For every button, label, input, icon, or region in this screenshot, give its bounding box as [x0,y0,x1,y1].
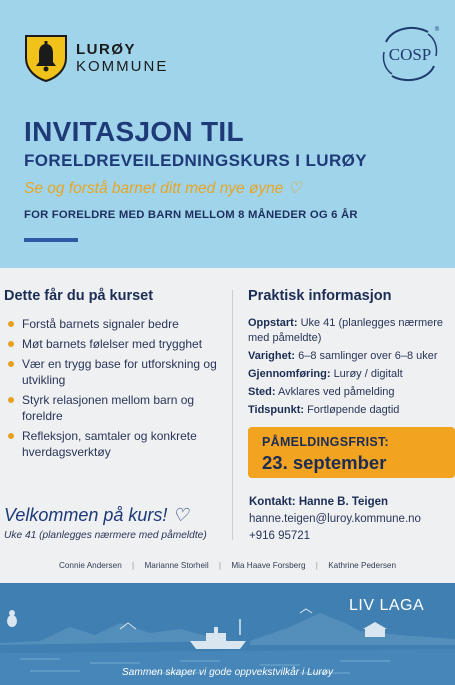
contact-block [249,494,421,545]
name-separator: | [132,561,135,570]
list-item: Vær en trygg base for utforskning og utvikling [8,356,228,388]
cosp-registered-mark: ® [434,27,440,33]
name-separator: | [315,561,318,570]
leader-name: Mia Haave Forsberg [231,561,306,570]
benefits-list [8,316,228,464]
list-item: Styrk relasjonen mellom barn og foreldre [8,392,228,424]
course-leaders [0,561,455,570]
logo-line2: KOMMUNE [76,58,169,75]
deadline-label: PÅMELDINGSFRIST: [262,435,390,449]
cosp-logo [378,22,442,86]
name-separator: | [218,561,222,570]
welcome-text: Velkommen på kurs! ♡ [4,505,189,525]
info-row-format: Gjennomføring: Lurøy / digitalt [248,368,403,380]
municipality-logo [24,34,168,82]
info-row-place: Sted: Avklares ved påmelding [248,386,395,398]
shield-bell-icon [24,34,68,82]
logo-line1: LURØY [76,41,136,58]
practical-info [248,316,453,421]
liv-laga-logo: LIV LAGA [349,597,425,614]
column-divider [232,290,233,540]
deadline-date: 23. september [262,452,387,473]
info-row-time: Tidspunkt: Fortløpende dagtid [248,404,400,416]
tagline: Se og forstå barnet ditt med nye øyne ♡ [24,180,302,197]
info-row-duration: Varighet: 6–8 samlinger over 6–8 uker [248,350,438,362]
list-item: Møt barnets følelser med trygghet [8,336,228,352]
list-item: Forstå barnets signaler bedre [8,316,228,332]
leader-name: Connie Andersen [58,561,122,570]
leader-name: Marianne Storheil [144,561,209,570]
contact-title: Kontakt: Hanne B. Teigen [249,496,389,508]
target-group: FOR FORELDRE MED BARN MELLOM 8 MÅNEDER OG 6 ÅR [24,209,358,221]
title-line1: INVITASJON TIL [24,116,244,147]
leader-name: Kathrine Pedersen [328,561,397,570]
contact-phone[interactable]: +916 95721 [249,530,311,542]
benefits-heading: Dette får du på kurset [4,288,154,304]
footer-slogan: Sammen skaper vi gode oppvekstvilkår i Lurøy [121,667,334,678]
title-line2: FORELDREVEILEDNINGSKURS I LURØY [24,151,367,170]
deadline-box [248,427,455,478]
info-row-start: Oppstart: Uke 41 (planlegges nærmere med påmeldte) [248,317,444,344]
practical-heading: Praktisk informasjon [248,288,392,304]
welcome-subtext: Uke 41 (planlegges nærmere med påmeldte) [4,530,207,541]
contact-email[interactable]: hanne.teigen@luroy.kommune.no [249,513,421,525]
cosp-logo-text: COSP [388,45,432,64]
list-item: Refleksjon, samtaler og konkrete hverdagsverktøy [8,428,228,460]
title-underline-divider [24,238,78,242]
